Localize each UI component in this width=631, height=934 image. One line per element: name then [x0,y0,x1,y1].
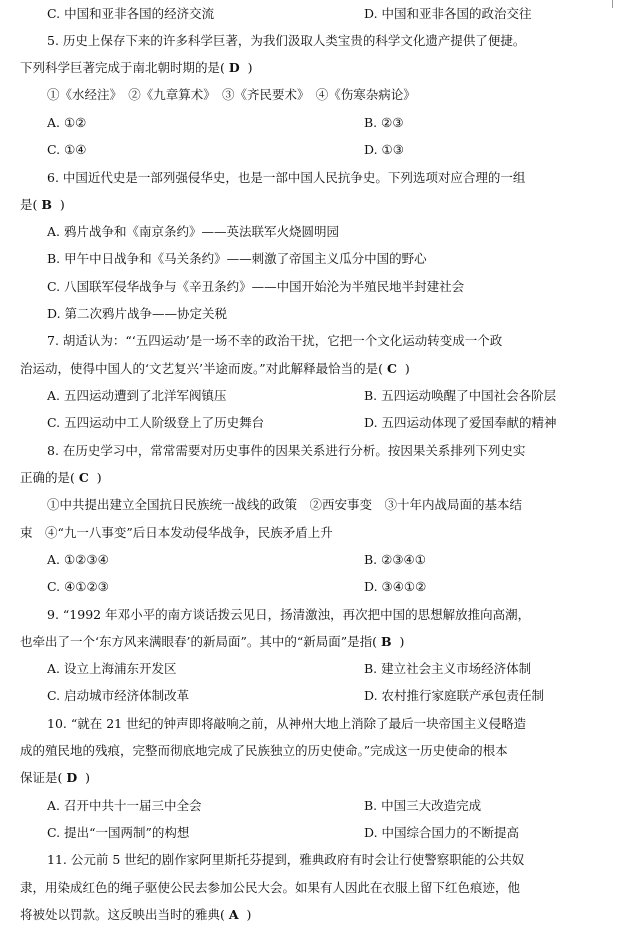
q7-stem-close: ) [404,361,410,376]
q10-answer: D [66,770,78,785]
q8-stem-line1: 8. 在历史学习中，常常需要对历史事件的因果关系进行分析。按因果关系排列下列史实 [47,443,526,458]
q9-option-c: C. 启动城市经济体制改革 [47,688,190,703]
q8-stem-text: 正确的是( [20,470,75,485]
q6-stem-text: 是( [20,197,38,212]
q6-option-b: B. 甲午中日战争和《马关条约》——刺激了帝国主义瓜分中国的野心 [47,251,427,266]
q6-stem-close: ) [59,197,65,212]
q8-options-cd [47,573,620,600]
q5-option-c: C. ①④ [47,142,87,157]
q7-stem-text: 治运动，使得中国人的‘文艺复兴’半途而废。”对此解释最恰当的是( [20,361,383,376]
q5-stem-close: ) [247,60,253,75]
q8-stem-close: ) [96,470,102,485]
q10-stem-line2: 成的殖民地的残痕，完整而彻底地完成了民族独立的历史使命。”完成这一历史使命的根本 [20,743,508,758]
q5-option-b: B. ②③ [364,115,404,130]
q4-option-d: D. 中国和亚非各国的政治交往 [364,6,532,21]
q11-answer: A [228,907,239,922]
q9-option-b: B. 建立社会主义市场经济体制 [364,661,532,676]
q4-option-c: C. 中国和亚非各国的经济交流 [47,6,215,21]
q10-options-ab [47,792,620,819]
q9-answer: B [380,634,392,649]
q10-stem-line1: 10. “就在 21 世纪的钟声即将敲响之前，从神州大地上消除了最后一块帝国主义侵略造 [47,716,527,731]
q11-stem-line2: 隶，用染成红色的绳子驱使公民去参加公民大会。如果有人因此在衣服上留下红色痕迹，他 [20,880,521,895]
q10-option-a: A. 召开中共十一届三中全会 [47,798,202,813]
q7-options-ab [47,382,620,409]
q8-option-b: B. ②③④① [364,552,426,567]
q11-stem-line3 [20,901,620,928]
q8-answer: C [78,470,89,485]
q5-option-a: A. ①② [47,115,87,130]
q8-option-a: A. ①②③④ [47,552,109,567]
q11-stem-close: ) [246,907,252,922]
q10-options-cd [47,819,620,846]
q9-options-ab [47,655,620,682]
q7-option-d: D. 五四运动体现了爱国奉献的精神 [364,415,557,430]
q4-options-cd [47,0,620,27]
q6-answer: B [41,197,52,212]
q9-stem-text: 也牵出了一个‘东方风来满眼春’的新局面”。其中的“新局面”是指( [20,634,377,649]
q9-stem-close: ) [399,634,405,649]
q5-books: ①《水经注》 ②《九章算术》 ③《齐民要术》 ④《伤寒杂病论》 [47,87,416,102]
q10-stem-text: 保证是( [20,770,63,785]
q7-option-b: B. 五四运动唤醒了中国社会各阶层 [364,388,557,403]
q9-option-a: A. 设立上海浦东开发区 [47,661,177,676]
q7-options-cd [47,409,620,436]
q10-option-d: D. 中国综合国力的不断提高 [364,825,520,840]
q8-option-d: D. ③④①② [364,579,427,594]
q5-stem-line2 [20,54,620,81]
q10-stem-close: ) [85,770,91,785]
q7-stem-line2 [20,355,620,382]
q5-stem-text: 下列科学巨著完成于南北朝时期的是( [20,60,225,75]
q7-option-a: A. 五四运动遭到了北洋军阀镇压 [47,388,227,403]
q5-option-d: D. ①③ [364,142,404,157]
q5-answer: D [228,60,240,75]
q7-option-c: C. 五四运动中工人阶级登上了历史舞台 [47,415,265,430]
q6-stem-line2 [20,191,620,218]
q9-option-d: D. 农村推行家庭联产承包责任制 [364,688,545,703]
q7-answer: C [386,361,397,376]
q6-option-d: D. 第二次鸦片战争——协定关税 [47,306,228,321]
q10-option-b: B. 中国三大改造完成 [364,798,482,813]
q5-options-ab [47,109,620,136]
q5-options-cd [47,136,620,163]
q9-options-cd [47,682,620,709]
q8-stem-line2 [20,464,620,491]
q9-stem-line1: 9. “1992 年邓小平的南方谈话拨云见日，扬清激浊，再次把中国的思想解放推向高潮， [47,607,531,622]
q11-stem-line1: 11. 公元前 5 世纪的剧作家阿里斯托芬提到，雅典政府有时会让行使警察职能的公共奴 [47,852,525,867]
q8-options-ab [47,546,620,573]
q6-option-c: C. 八国联军侵华战争与《辛丑条约》——中国开始沦为半殖民地半封建社会 [47,279,465,294]
q6-stem-line1: 6. 中国近代史是一部列强侵华史，也是一部中国人民抗争史。下列选项对应合理的一组 [47,170,526,185]
q8-items-line2: 束 ④“九一八事变”后日本发动侵华战争，民族矛盾上升 [20,525,333,540]
q9-stem-line2 [20,628,620,655]
q6-option-a: A. 鸦片战争和《南京条约》——英法联军火烧圆明园 [47,224,339,239]
q11-stem-text: 将被处以罚款。这反映出当时的雅典( [20,907,225,922]
q5-stem-line1: 5. 历史上保存下来的许多科学巨著，为我们汲取人类宝贵的科学文化遗产提供了便捷。 [47,33,526,48]
q8-items-line1: ①中共提出建立全国抗日民族统一战线的政策 ②西安事变 ③十年内战局面的基本结 [47,497,523,512]
q10-stem-line3 [20,764,620,791]
q8-option-c: C. ④①②③ [47,579,109,594]
q10-option-c: C. 提出“一国两制”的构想 [47,825,190,840]
q7-stem-line1: 7. 胡适认为：“‘五四运动’是一场不幸的政治干扰，它把一个文化运动转变成一个政 [47,333,503,348]
